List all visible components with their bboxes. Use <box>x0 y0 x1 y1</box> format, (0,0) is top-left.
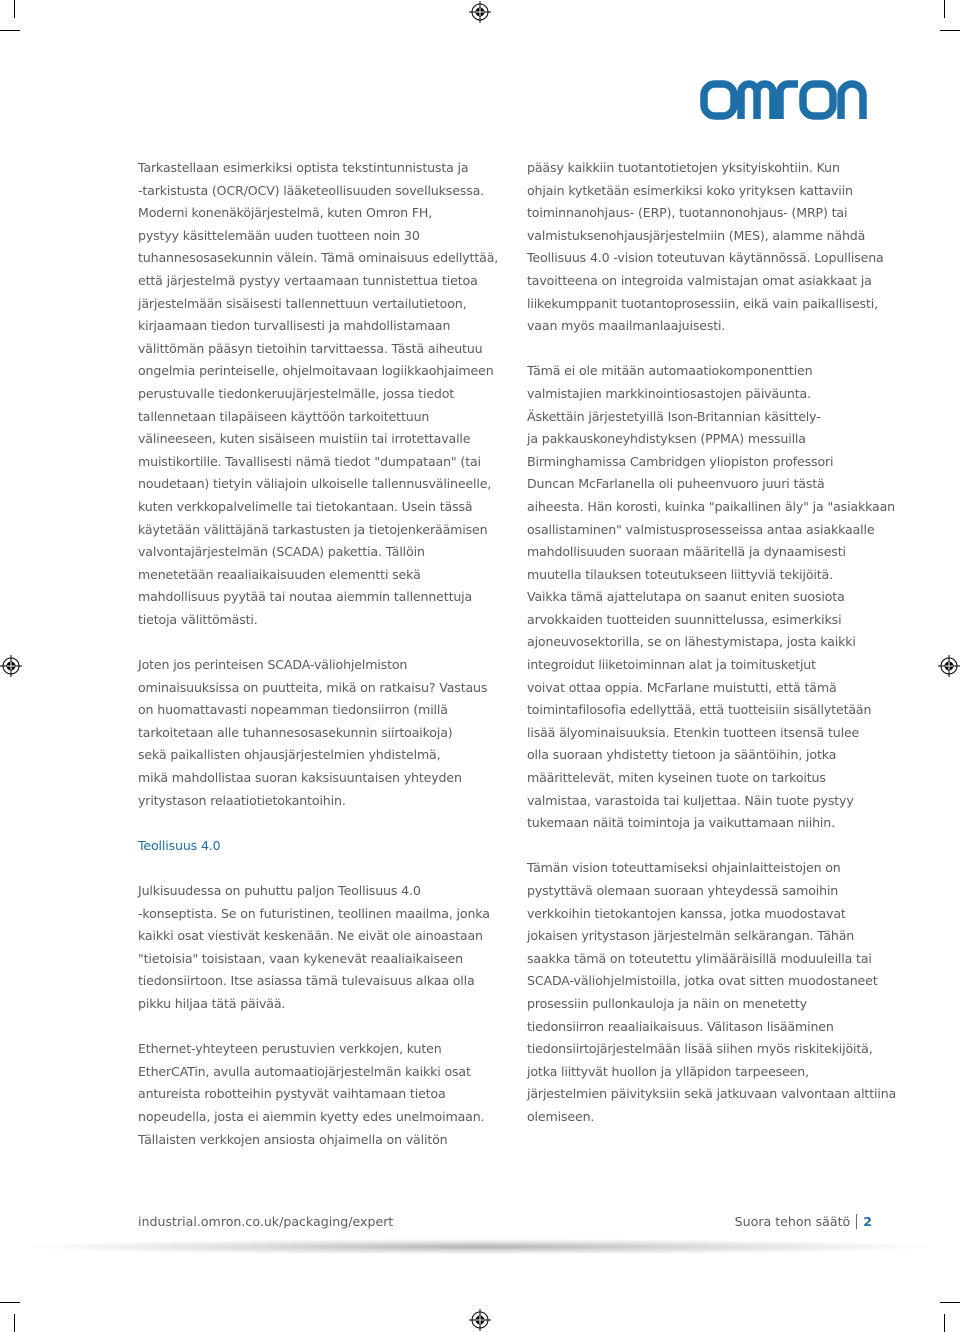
text-line: tarkoitetaan alle tuhannesosasekunnin siirtoaikoja) <box>138 724 453 740</box>
text-line: Julkisuudessa on puhuttu paljon Teollisuus 4.0 <box>138 883 421 898</box>
crop-mark-top-right-h <box>940 30 960 31</box>
text-line: pääsy kaikkiin tuotantotietojen yksityiskohtiin. Kun <box>527 160 840 175</box>
text-line: tiedonsiirron reaaliaikaisuus. Välitason lisääminen <box>527 1018 834 1034</box>
text-line: -tarkistusta (OCR/OCV) lääketeollisuuden sovelluksessa. <box>138 182 485 198</box>
registration-mark-right-icon <box>938 655 960 677</box>
text-line: ohjain kytketään esimerkiksi koko yrityksen kattaviin <box>527 182 853 198</box>
text-line: -konseptista. Se on futuristinen, teollinen maailma, jonka <box>138 905 490 921</box>
text-line: lisää älyominaisuuksia. Etenkin tuotteen itsensä tulee <box>527 724 860 740</box>
text-line: menetetään reaaliaikaisuuden elementti sekä <box>138 566 421 582</box>
text-line: tuhannesosasekunnin välein. Tämä ominaisuus edellyttää, <box>138 250 499 266</box>
footer-url[interactable]: industrial.omron.co.uk/packaging/expert <box>138 1214 394 1229</box>
text-line: olemiseen. <box>527 1108 595 1124</box>
text-line: Joten jos perinteisen SCADA-väliohjelmiston <box>138 657 408 673</box>
registration-mark-top-icon <box>469 1 491 23</box>
crop-mark-bottom-left-v <box>14 1314 15 1332</box>
paragraph <box>138 1038 490 1151</box>
text-line: tallennetaan tilapäiseen käyttöön tarkoitettuun <box>138 408 430 424</box>
text-line: "tietoisia" toisistaan, vaan kykenevät reaaliaikaiseen <box>138 950 463 966</box>
crop-mark-top-left-h <box>0 30 20 31</box>
right-text-column <box>527 157 897 1129</box>
left-text-column <box>138 157 499 1151</box>
text-line: tavoitteena on integroida valmistajan omat asiakkaat ja <box>527 272 872 288</box>
text-line: kaikki osat viestivät keskenään. Ne eivät ole ainoastaan <box>138 928 483 944</box>
text-line: sekä paikallisten ohjausjärjestelmien yhdistelmä, <box>138 747 441 763</box>
text-line: Vaikka tämä ajattelutapa on saanut eniten suosiota <box>527 589 845 605</box>
text-line: saakka tämä on toteutettu ylimääräisillä moduuleilla tai <box>527 950 872 966</box>
text-line: verkkoihin tietokantojen kanssa, jotka muodostavat <box>527 905 846 921</box>
text-line: Tarkastellaan esimerkiksi optista tekstintunnistusta ja <box>138 160 469 175</box>
paragraph-gap <box>138 812 490 835</box>
text-line: muutella tilauksen toteutukseen liittyviä tekijöitä. <box>527 566 833 582</box>
paragraph-gap <box>138 1016 490 1039</box>
text-line: että järjestelmä pystyy vertaamaan tunnistettua tietoa <box>138 272 478 288</box>
footer-shadow-divider <box>20 1238 940 1254</box>
text-line: EtherCATin, avulla automaatiojärjestelmän kaikki osat <box>138 1063 471 1079</box>
text-line: käytetään välittäjänä tarkastusten ja tietojenkeräämisen <box>138 521 488 537</box>
text-line: valmistajien markkinointiosastojen päiväunta. <box>527 385 811 401</box>
text-line: nopeudella, josta ei aiemmin kyetty edes unelmoimaan. <box>138 1108 485 1124</box>
text-line: ja pakkauskoneyhdistyksen (PPMA) messuilla <box>527 431 806 447</box>
registration-mark-bottom-icon <box>469 1309 491 1331</box>
text-line: prosessiin pullonkauloja ja näin on menetetty <box>527 995 807 1011</box>
text-line: jotka liittyvät huollon ja ylläpidon tarpeeseen, <box>527 1063 809 1079</box>
text-line: Ethernet-yhteyteen perustuvien verkkojen, kuten <box>138 1041 442 1057</box>
text-line: välineeseen, kuten sisäiseen muistiin tai irrotettavalle <box>138 431 471 447</box>
text-line: mahdollisuuden suoraan määritellä ja dynaamisesti <box>527 544 846 560</box>
crop-mark-bottom-left-h <box>0 1302 20 1303</box>
text-line: ominaisuuksissa on puutteita, mikä on ratkaisu? Vastaus <box>138 679 488 695</box>
paragraph <box>138 654 490 812</box>
omron-logo <box>700 80 878 120</box>
paragraph <box>138 880 490 1016</box>
text-line: tiedonsiirtojärjestelmään lisää siihen myös riskitekijöitä, <box>527 1041 873 1057</box>
paragraph-gap <box>138 857 490 880</box>
text-line: toiminnanohjaus- (ERP), tuotannonohjaus- (MRP) tai <box>527 205 848 221</box>
text-line: muistikortille. Tavallisesti nämä tiedot "dumpataan" (tai <box>138 453 481 469</box>
text-line: Teollisuus 4.0 <box>138 837 221 853</box>
text-line: voivat ottaa oppia. McFarlane muistutti, että tämä <box>527 679 837 695</box>
text-line: Tällaisten verkkojen ansiosta ohjaimella on välitön <box>138 1131 448 1147</box>
text-line: arvokkaiden tuotteiden suunnittelussa, esimerkiksi <box>527 611 842 627</box>
paragraph <box>527 157 884 338</box>
text-line: SCADA-väliohjelmistoilla, jotka ovat sitten muodostaneet <box>527 973 878 989</box>
text-line: tietoja välittömästi. <box>138 611 258 627</box>
text-line: integroidut liiketoiminnan alat ja toimitusketjut <box>527 657 816 673</box>
section-heading <box>138 835 490 858</box>
text-line: pystyttävä olemaan suoraan yhteydessä samoihin <box>527 883 839 898</box>
paragraph-gap <box>527 835 879 858</box>
text-line: Äskettäin järjestetyillä Ison-Britannian käsittely- <box>527 408 821 424</box>
text-line: on huomattavasti nopeamman tiedonsiirron (millä <box>138 702 448 718</box>
crop-mark-bottom-right-v <box>944 1314 945 1332</box>
text-line: yritystason relaatiotietokantoihin. <box>138 792 346 808</box>
text-line: Duncan McFarlanella oli puheenvuoro juuri tästä <box>527 476 825 492</box>
crop-mark-bottom-right-h <box>940 1302 960 1303</box>
text-line: kuten verkkopalvelimelle tai tietokantaan. Usein tässä <box>138 498 473 514</box>
text-line: mikä mahdollistaa suoran kaksisuuntaisen yhteyden <box>138 770 462 786</box>
paragraph <box>527 360 896 834</box>
text-line: välittömän pääsyn tietoihin tarvittaessa. Tästä aiheutuu <box>138 340 483 356</box>
text-line: Teollisuus 4.0 -vision toteutuvan käytännössä. Lopullisena <box>527 250 884 266</box>
text-line: Birminghamissa Cambridgen yliopiston professori <box>527 453 834 469</box>
registration-mark-left-icon <box>0 655 22 677</box>
text-line: antureista robotteihin pystyvät vaihtamaan tietoa <box>138 1086 446 1102</box>
text-line: vaan myös maailmanlaajuisesti. <box>527 318 726 334</box>
publication-title: Suora tehon säätö <box>734 1214 851 1229</box>
text-line: tukemaan näitä toimintoja ja vaikuttamaan niihin. <box>527 815 835 831</box>
text-line: mahdollisuus pyytää tai noutaa aiemmin tallennettuja <box>138 589 473 605</box>
text-line: järjestelmään sisäisesti tallennettuun vertailutietoon, <box>138 295 467 311</box>
text-line: aiheesta. Hän korosti, kuinka "paikallinen äly" ja "asiakkaan <box>527 498 896 514</box>
text-line: kirjaamaan tiedon turvallisesti ja mahdollistamaan <box>138 318 451 334</box>
text-line: Tämän vision toteuttamiseksi ohjainlaitteistojen on <box>527 860 841 876</box>
text-line: perustuvalle tiedonkeruujärjestelmälle, jossa tiedot <box>138 385 455 401</box>
text-line: Moderni konenäköjärjestelmä, kuten Omron FH, <box>138 205 433 221</box>
text-line: määrittelevät, miten kyseinen tuote on tarkoitus <box>527 770 826 786</box>
paragraph-gap <box>138 631 490 654</box>
text-line: pystyy käsittelemään uuden tuotteen noin 30 <box>138 227 420 243</box>
text-line: liikekumppanit tuotantoprosessiin, eikä vain paikallisesti, <box>527 295 878 311</box>
text-line: ajoneuvosektorilla, se on lähestymistapa, josta kaikki <box>527 634 856 650</box>
text-line: pikku hiljaa tätä päivää. <box>138 995 286 1011</box>
paragraph <box>527 857 897 1128</box>
text-line: Tämä ei ole mitään automaatiokomponenttien <box>527 363 813 379</box>
text-line: ongelmia perinteiselle, ohjelmoitavaan logiikkaohjaimeen <box>138 363 494 379</box>
footer-publication <box>735 1214 872 1229</box>
text-line: jokaisen yritystason järjestelmän selkärangan. Tähän <box>527 928 855 944</box>
footer-separator <box>856 1214 857 1229</box>
text-line: noudetaan) tietyin väliajoin ulkoiselle tallennusvälineelle, <box>138 476 492 492</box>
page-number: 2 <box>863 1214 872 1229</box>
text-line: tiedonsiirtoon. Itse asiassa tämä tulevaisuus alkaa olla <box>138 973 475 989</box>
paragraph-gap <box>527 338 879 361</box>
text-line: järjestelmien päivityksiin sekä jatkuvaan valvontaan alttiina <box>527 1086 897 1102</box>
crop-mark-top-left-v <box>14 0 15 18</box>
crop-mark-top-right-v <box>944 0 945 18</box>
text-line: valmistuksenohjausjärjestelmiin (MES), alamme nähdä <box>527 227 866 243</box>
text-line: valmistaa, varastoida tai kuljettaa. Näin tuote pystyy <box>527 792 854 808</box>
text-line: olla suoraan yhdistetty tietoon ja sääntöihin, jotka <box>527 747 837 763</box>
paragraph <box>138 157 499 631</box>
text-line: valvontajärjestelmän (SCADA) pakettia. Tällöin <box>138 544 425 560</box>
text-line: osallistaminen" valmistusprosesseissa antaa asiakkaalle <box>527 521 875 537</box>
text-line: toimintafilosofia edellyttää, että tuotteisiin sisällytetään <box>527 702 872 718</box>
